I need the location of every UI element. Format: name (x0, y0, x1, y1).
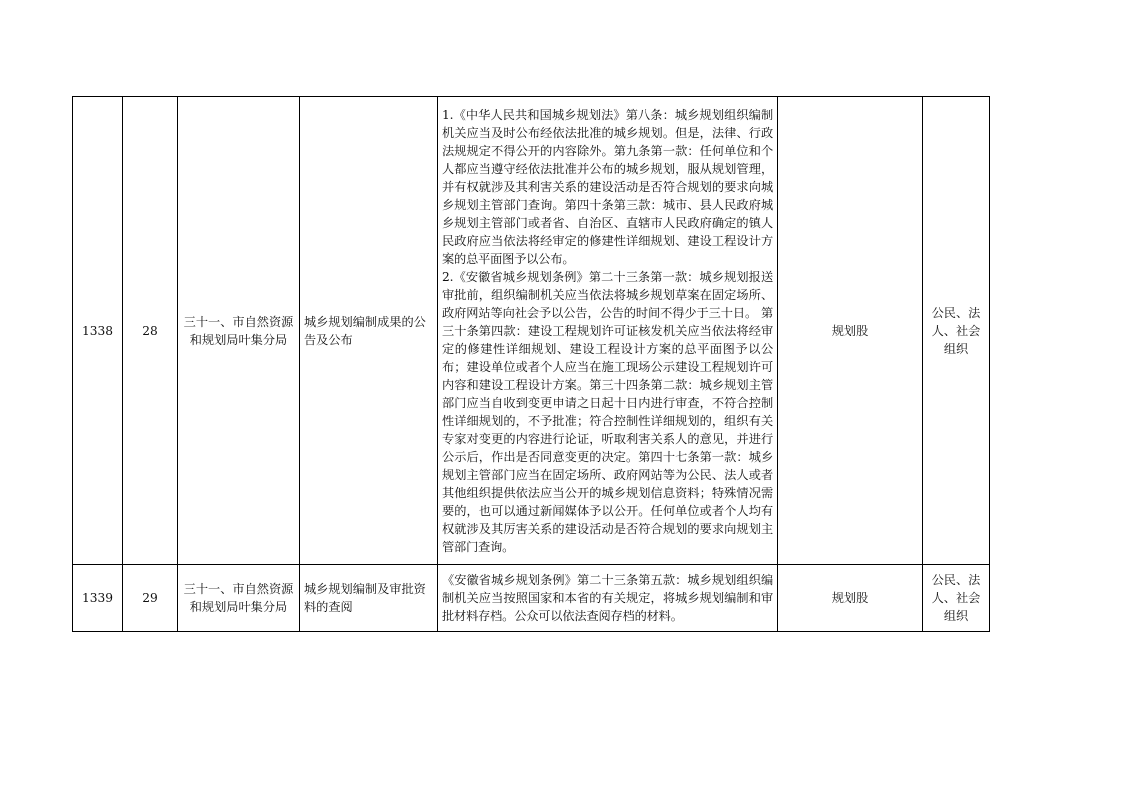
item-number-cell: 28 (123, 97, 178, 565)
legal-basis-paragraph: 2.《安徽省城乡规划条例》第二十三条第一款：城乡规划报送审批前，组织编制机关应当依法将城乡规划草案在固定场所、政府网站等向社会予以公告，公告的时间不得少于三十日。 第三十条第四款：建设工程规划许可证核发机关应当依法将经审定的修建性详细规划、建设工程设计方案的总平面图予以公布；建设单位或者个人应当在施工现场公示建设工程规划许可内容和建设工程设计方案。第三十四条第二款：城乡规划主管部门应当自收到变更申请之日起十日内进行审查，不符合控制性详细规划的，不予批准；符合控制性详细规划的，组织有关专家对变更的内容进行论证，听取利害关系人的意见，并进行公示后，作出是否同意变更的决定。第四十七条第一款：城乡规划主管部门应当在固定场所、政府网站等为公民、法人或者其他组织提供依法应当公开的城乡规划信息资料；特殊情况需要的，也可以通过新闻媒体予以公开。任何单位或者个人均有权就涉及其厉害关系的建设活动是否符合规划的要求向规划主管部门查询。 (442, 269, 773, 554)
department-cell: 三十一、市自然资源和规划局叶集分局 (178, 565, 300, 632)
item-number-cell: 29 (123, 565, 178, 632)
table-row (73, 97, 990, 565)
department-cell: 三十一、市自然资源和规划局叶集分局 (178, 97, 300, 565)
disclosure-table (72, 96, 990, 632)
responsible-unit-cell: 规划股 (778, 97, 923, 565)
table-row (73, 565, 990, 632)
legal-basis-paragraph: 1.《中华人民共和国城乡规划法》第八条：城乡规划组织编制机关应当及时公布经依法批准的城乡规划。但是，法律、行政法规规定不得公开的内容除外。第九条第一款：任何单位和个人都应当遵守经依法批准并公布的城乡规划，服从规划管理，并有权就涉及其利害关系的建设活动是否符合规划的要求向城乡规划主管部门查询。第四十条第三款：城市、县人民政府城乡规划主管部门或者省、自治区、直辖市人民政府确定的镇人民政府应当依法将经审定的修建性详细规划、建设工程设计方案的总平面图予以公布。 (442, 107, 773, 266)
legal-basis-paragraph: 《安徽省城乡规划条例》第二十三条第五款：城乡规划组织编制机关应当按照国家和本省的有关规定，将城乡规划编制和审批材料存档。公众可以依法查阅存档的材料。 (442, 573, 773, 623)
disclosure-item-cell: 城乡规划编制成果的公告及公布 (300, 97, 438, 565)
serial-number-cell: 1338 (73, 97, 123, 565)
disclosure-item-cell: 城乡规划编制及审批资料的查阅 (300, 565, 438, 632)
disclosure-target-cell: 公民、法人、社会组织 (923, 565, 990, 632)
serial-number-cell: 1339 (73, 565, 123, 632)
legal-basis-cell (438, 97, 778, 565)
responsible-unit-cell: 规划股 (778, 565, 923, 632)
disclosure-target-cell: 公民、法人、社会组织 (923, 97, 990, 565)
legal-basis-cell (438, 565, 778, 632)
